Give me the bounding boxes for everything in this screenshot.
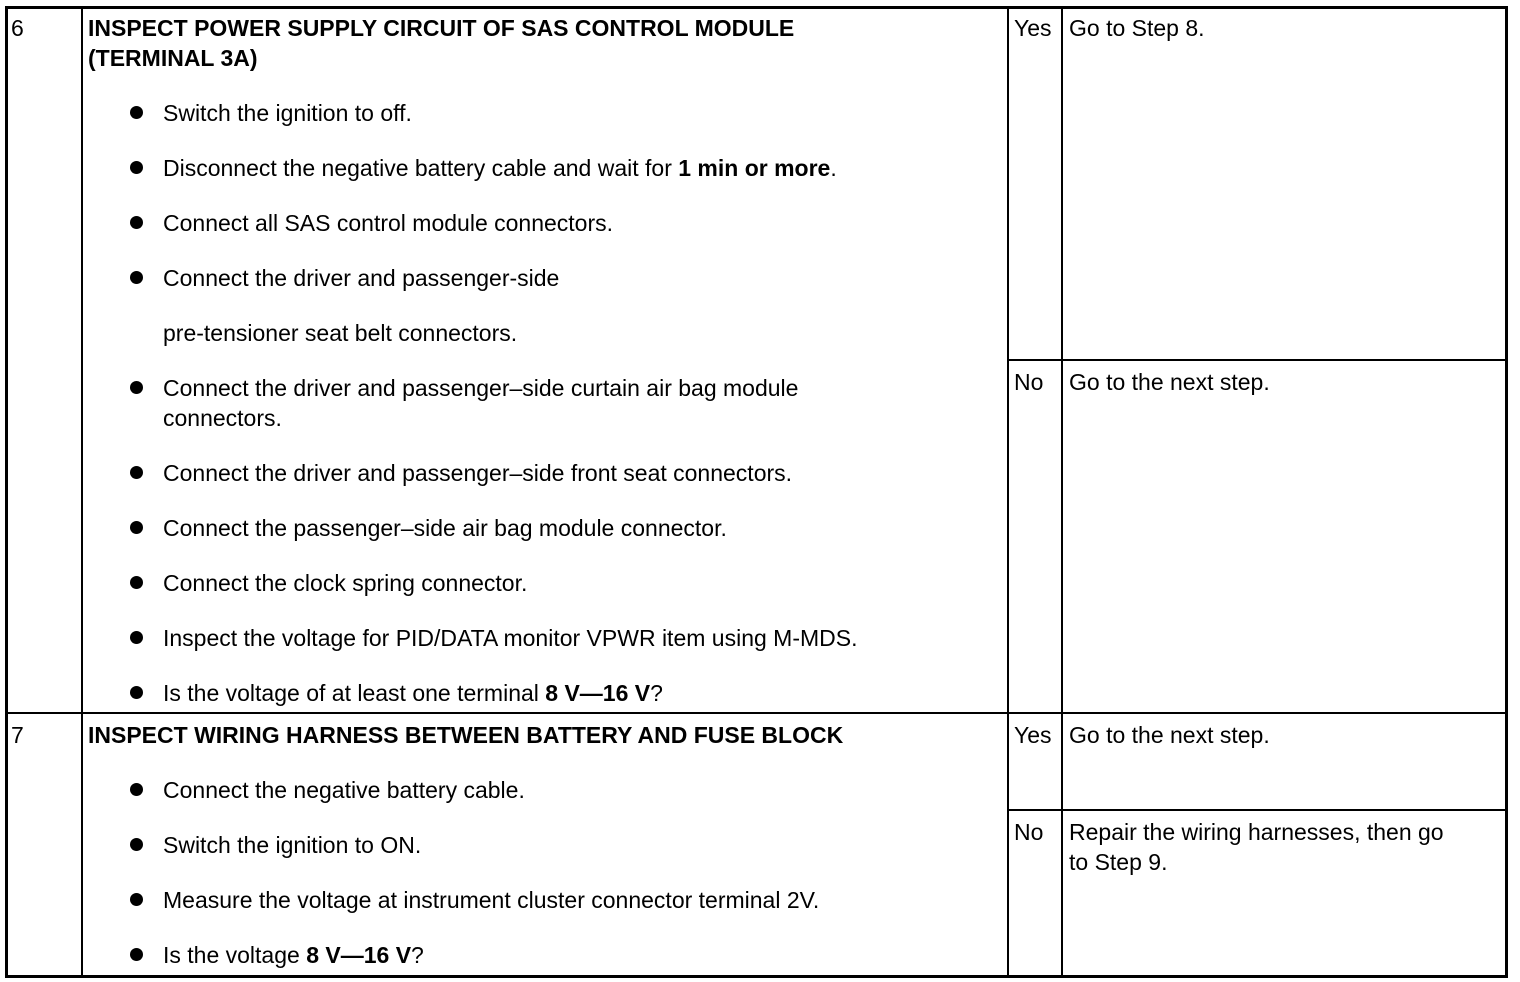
action-text-continued: to Step 9. [1069, 849, 1168, 875]
answer-yes: Yes [1014, 722, 1052, 748]
bullet-icon [130, 948, 143, 961]
bullet-icon [130, 783, 143, 796]
action-text: Repair the wiring harnesses, then go [1069, 819, 1444, 845]
step-number: 7 [11, 722, 24, 748]
bullet-icon [130, 631, 143, 644]
bullet-icon [130, 161, 143, 174]
bullet-icon [130, 216, 143, 229]
result-divider-row7 [1007, 809, 1505, 811]
bullet-icon [130, 838, 143, 851]
bullet-icon [130, 893, 143, 906]
step-number: 6 [11, 15, 24, 41]
action-text: Go to the next step. [1069, 722, 1270, 748]
bullet-icon [130, 686, 143, 699]
list-item-continuation: connectors. [163, 405, 282, 431]
bullet-icon [130, 466, 143, 479]
step-title: INSPECT POWER SUPPLY CIRCUIT OF SAS CONTROL MODULE [88, 15, 795, 41]
bullet-icon [130, 576, 143, 589]
column-divider-action [1061, 6, 1063, 975]
action-text: Go to Step 8. [1069, 15, 1205, 41]
column-divider-answer [1007, 6, 1009, 975]
answer-no: No [1014, 819, 1044, 845]
bullet-icon [130, 106, 143, 119]
result-divider-row6 [1007, 359, 1505, 361]
answer-yes: Yes [1014, 15, 1052, 41]
row-divider [5, 712, 1505, 714]
list-item-continuation: pre-tensioner seat belt connectors. [163, 320, 518, 346]
bullet-icon [130, 271, 143, 284]
bullet-icon [130, 381, 143, 394]
column-divider-step [81, 6, 83, 975]
bullet-icon [130, 521, 143, 534]
step-title: INSPECT WIRING HARNESS BETWEEN BATTERY AND FUSE BLOCK [88, 722, 844, 748]
step-title-continued: (TERMINAL 3A) [88, 45, 258, 71]
answer-no: No [1014, 369, 1044, 395]
action-text: Go to the next step. [1069, 369, 1270, 395]
